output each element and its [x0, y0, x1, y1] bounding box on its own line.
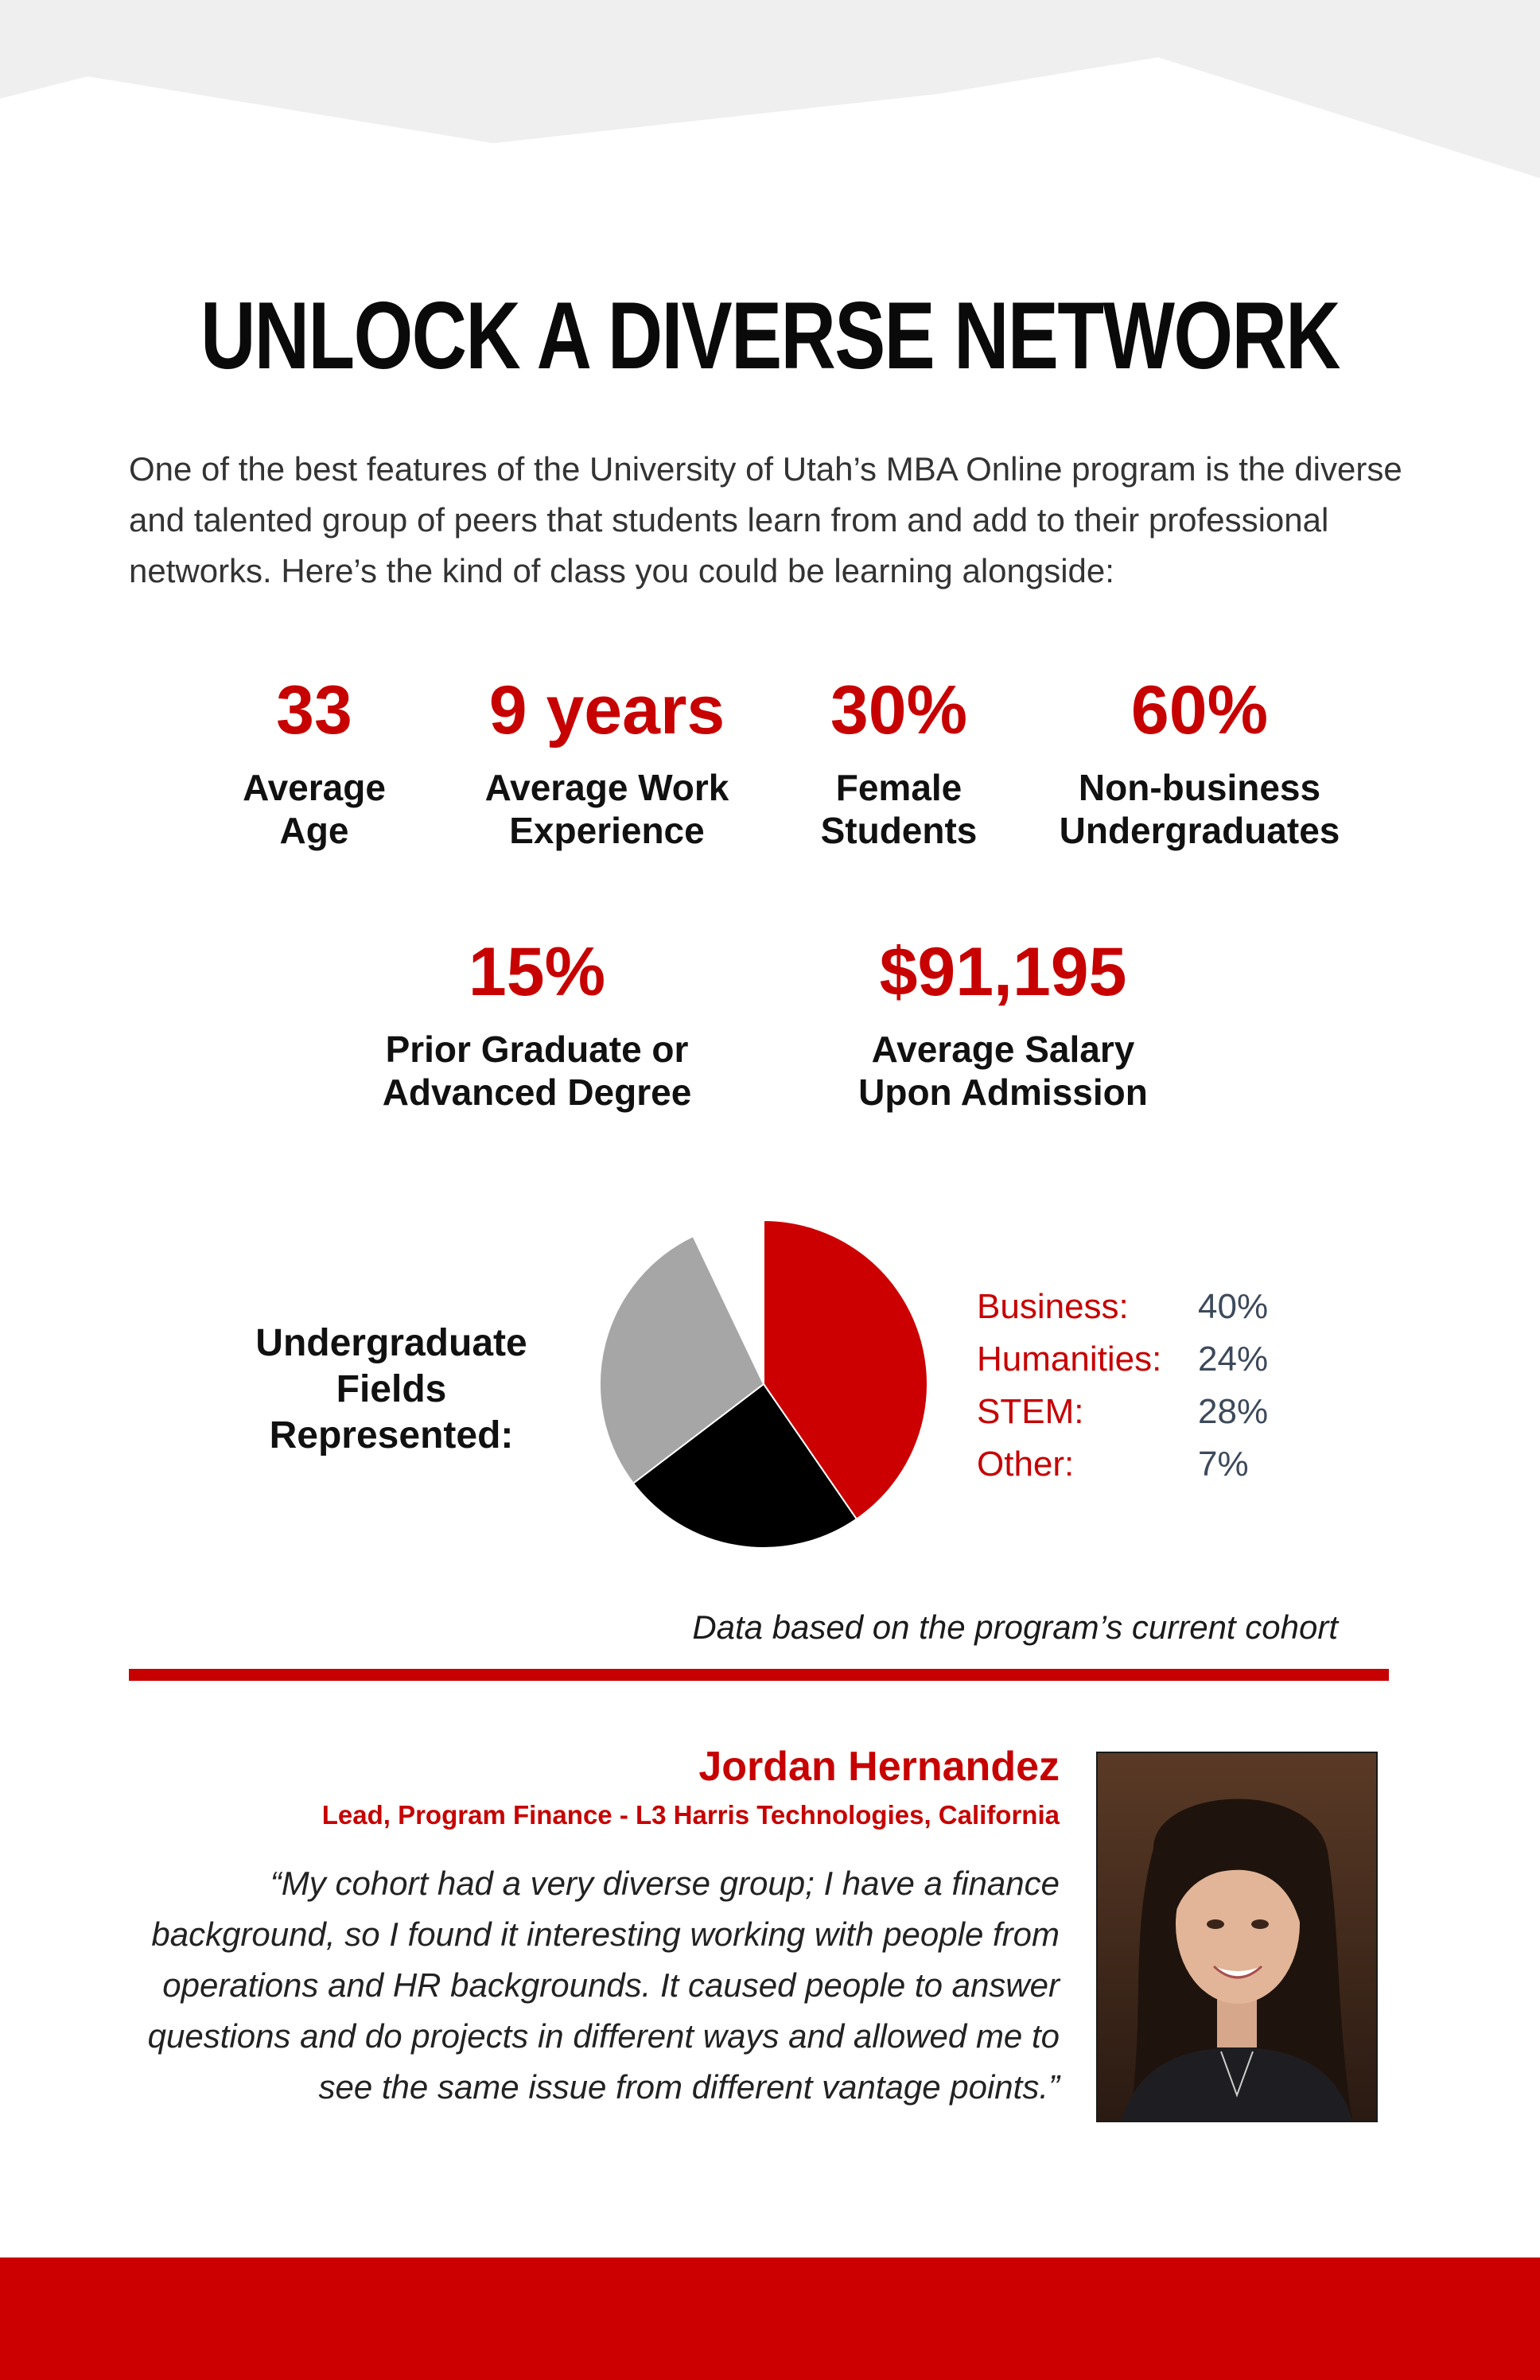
testimonial-name: Jordan Hernandez	[698, 1744, 1060, 1790]
legend-value: 24%	[1198, 1340, 1269, 1379]
stat-prior-degree	[354, 932, 720, 1114]
chart-legend	[977, 1281, 1268, 1491]
page-title: UNLOCK A DIVERSE NETWORK	[200, 282, 1340, 389]
legend-value: 40%	[1198, 1287, 1269, 1326]
legend-value: 7%	[1198, 1445, 1249, 1484]
legend-value: 28%	[1198, 1392, 1269, 1431]
legend-category: Other:	[977, 1445, 1075, 1484]
stat-value: 30%	[830, 672, 968, 749]
stat-non-business	[1017, 671, 1382, 852]
data-note: Data based on the program’s current cohort	[692, 1608, 1338, 1646]
stat-label: Average Salary Upon Admission	[858, 1029, 1148, 1113]
chart-label: Undergraduate Fields Represented:	[255, 1322, 527, 1456]
testimonial-role: Lead, Program Finance - L3 Harris Technologies, California	[321, 1800, 1060, 1830]
footer-bar	[0, 2258, 1540, 2380]
stat-label: Prior Graduate or Advanced Degree	[382, 1029, 692, 1113]
stat-value: $91,195	[879, 934, 1127, 1010]
legend-category: STEM:	[977, 1392, 1084, 1431]
pie-chart	[589, 1209, 939, 1559]
testimonial-photo	[1096, 1752, 1378, 2122]
stat-average-salary	[820, 932, 1186, 1114]
legend-row-stem	[977, 1386, 1268, 1438]
stat-value: 9 years	[488, 672, 725, 749]
stat-label: Female Students	[820, 767, 978, 851]
legend-row-business	[977, 1281, 1268, 1333]
divider-rule	[129, 1669, 1389, 1681]
legend-category: Business:	[977, 1287, 1129, 1326]
stat-value: 33	[276, 672, 352, 749]
stat-label: Average Work Experience	[484, 767, 729, 851]
stat-value: 60%	[1130, 672, 1269, 749]
legend-row-other	[977, 1438, 1268, 1491]
legend-category: Humanities:	[977, 1340, 1162, 1379]
intro-paragraph: One of the best features of the University of Utah’s MBA Online program is the diverse and talented group of peers that students learn from and add to their professional networks. Here’s the kind of class you could be learning alongside:	[129, 450, 1402, 589]
stat-value: 15%	[468, 934, 606, 1010]
stat-label: Non-business Undergraduates	[1059, 767, 1340, 851]
legend-row-humanities	[977, 1333, 1268, 1386]
testimonial-quote: “My cohort had a very diverse group; I have a finance background, so I found it interesting working with people from operations and HR backgrounds. It caused people to answer questions and do projects in different ways and allowed me to see the same issue from different vantage points.”	[147, 1865, 1060, 2106]
top-wave-shape	[0, 0, 1540, 191]
stat-label: Average Age	[243, 767, 386, 851]
